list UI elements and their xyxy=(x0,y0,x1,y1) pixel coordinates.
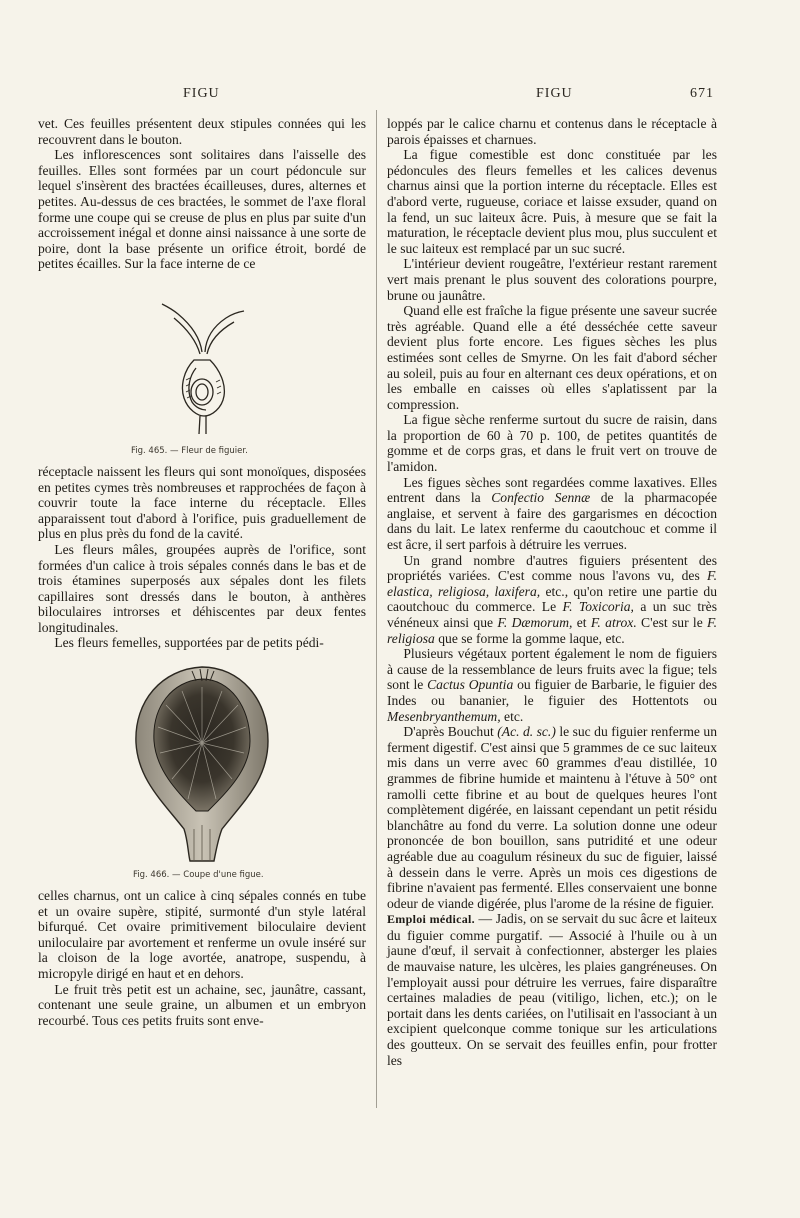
running-head-right: FIGU xyxy=(536,86,573,101)
italic-term: F. atrox. xyxy=(590,615,637,630)
paragraph xyxy=(387,911,717,1068)
figure-caption: Fig. 466. — Coupe d'une figue. xyxy=(133,870,264,881)
right-column xyxy=(387,116,717,1068)
figure-caption: Fig. 465. — Fleur de figuier. xyxy=(131,445,248,456)
fig-flower-illustration xyxy=(142,282,262,442)
paragraph xyxy=(387,553,717,647)
paragraph: Quand elle est fraîche la figue présente une saveur sucrée très agréable. Quand elle a été desséchée cette saveur devient plus forte encore. Les figues sèches les plus estimées sont celles de Smyrne. On les fait d'abord sécher au soleil, puis au four en alternant ces deux opérations, et on les emballe en caisses où elles s'aplatissent par la compression. xyxy=(387,303,717,412)
paragraph: La figue sèche renferme surtout du sucre de raisin, dans la proportion de 60 à 70 p. 100, de petites quantités de gomme et de corps gras, et dans le fruit vert on trouve de l'amidon. xyxy=(387,412,717,475)
italic-term: Mesenbryanthemum, xyxy=(387,708,501,724)
text-run: le suc du figuier renferme un ferment digestif. C'est ainsi que 5 grammes de ce suc laiteux mis dans un verre avec 60 grammes d'eau distillée, 10 grammes de fibrine humide et maintenu à l'étuve à 50° ont ramolli cette fibrine et au bout de quelques heures l'ont complètement digérée, en laissant cependant un petit résidu blanchâtre au fond du verre. La solution donne une odeur prononcée de bon bouillon, sans putridité et une odeur agréable due au coagulum résineux du suc de figuier, laissé à dessein dans le verre. Après un mois ces digestions de fibrine n'avaient pas fermenté. Elles conservaient une bonne odeur de viande digérée, plus l'arome de la résine de figuier. xyxy=(387,724,717,911)
paragraph xyxy=(387,475,717,553)
italic-term: F. Dæmorum, xyxy=(497,615,573,630)
text-run: Un grand nombre d'autres figuiers présentent des propriétés variées. C'est comme nous l'avons vu, des xyxy=(387,552,717,584)
paragraph: celles charnus, ont un calice à cinq sépales connés en tube et un ovaire supère, stipité, surmonté d'un style latéral bifurqué. Cet ovaire primitivement biloculaire devient uniloculaire par avortement et renferme un ovule inséré sur la cloison de la loge avortée, anatrope, suspendu, à micropyle dirigé en haut et en dehors. xyxy=(38,888,366,982)
paragraph: L'intérieur devient rougeâtre, l'extérieur restant rarement vert mais prenant le plus souvent des colorations pourpre, brune ou jaunâtre. xyxy=(387,256,717,303)
page-number: 671 xyxy=(690,86,714,101)
fig-section-illustration xyxy=(122,661,282,866)
text-run: Plusieurs végétaux portent également le nom de figuiers à cause de la ressemblance de leurs fruits avec la figue; tels sont le xyxy=(387,646,717,693)
text-run: Les figues sèches sont regardées comme laxatives. Elles entrent dans la xyxy=(387,474,717,506)
paragraph xyxy=(387,724,717,911)
text-run: ou figuier de Barbarie, le figuier des Indes ou bananier, le figuier des Hottentots ou xyxy=(387,677,717,708)
left-column xyxy=(38,116,366,1028)
paragraph xyxy=(387,646,717,724)
figure-fig-section xyxy=(38,661,366,880)
text-run: de la pharmacopée anglaise, et servent à faire des gargarismes en décoction dans du lait. Le latex renferme du caoutchouc et comme il est âcre, il sert parfois à détruire les verrues. xyxy=(387,490,717,553)
paragraph: réceptacle naissent les fleurs qui sont monoïques, disposées en petites cymes très nombreuses et rapprochées de façon à couvrir toute la face interne du réceptacle. Elles apparaissent tout d'abord à l'orifice, puis graduellement de plus en plus près du fond de la cavité. xyxy=(38,463,366,542)
italic-term: (Ac. d. sc.) xyxy=(497,724,556,740)
text-run: que se forme la gomme laque, etc. xyxy=(434,630,625,646)
italic-term: Confectio Sennæ xyxy=(491,490,591,506)
text-run: a un suc très vénéneux ainsi que xyxy=(387,599,717,630)
italic-term: F. elastica, religiosa, laxifera, xyxy=(387,568,717,599)
paragraph: La figue comestible est donc constituée par les pédoncules des fleurs femelles et les calices devenus charnus ainsi que la portion interne du réceptacle. Elles est d'abord verte, rugueuse, coriace et laisse exsuder, quand on la fend, un suc laiteux âcre. Puis, à mesure que se fait la maturation, le réceptacle devient plus mou, plus succulent et le suc laiteux est remplacé par un suc sucré. xyxy=(387,147,717,256)
text-run: etc., qu'on retire une partie du caoutchouc du commerce. Le xyxy=(387,583,718,615)
running-head-left: FIGU xyxy=(183,86,220,101)
paragraph: Le fruit très petit est un achaine, sec, jaunâtre, cassant, contenant une seule graine, un albumen et un embryon recourbé. Tous ces petits fruits sont enve- xyxy=(38,981,366,1028)
italic-term: F. Toxicoria, xyxy=(562,599,634,615)
text-run: etc. xyxy=(500,708,524,724)
paragraph: Les fleurs mâles, groupées auprès de l'orifice, sont formées d'un calice à trois sépales connés dans le bas et de trois étamines superposés aux sépales dont les filets capillaires sont dressés dans le bouton, à anthères biloculaires introrses et déhiscentes par deux fentes longitudinales. xyxy=(38,541,366,635)
paragraph: vet. Ces feuilles présentent deux stipules connées qui les recouvrent dans le bouton. xyxy=(38,116,366,147)
paragraph: Les inflorescences sont solitaires dans l'aisselle des feuilles. Elles sont formées par un court pédoncule sur lequel s'insèrent des bractées écailleuses, dures, alternes et petites. Au-dessus de ces bractées, le sommet de l'axe floral forme une coupe qui se creuse de plus en plus par suite d'un accroissement inégal et donne ainsi naissance à une sorte de poire, dont la base présente un orifice étroit, bordé de petites écailles. Sur la face interne de ce xyxy=(38,147,366,272)
paragraph: loppés par le calice charnu et contenus dans le réceptacle à parois épaisses et charnues. xyxy=(387,116,717,147)
text-run: D'après Bouchut xyxy=(403,724,498,740)
paragraph: Les fleurs femelles, supportées par de petits pédi- xyxy=(54,635,324,651)
text-run: C'est sur le xyxy=(636,615,708,630)
text-run: et xyxy=(572,615,591,630)
italic-term: F. religiosa xyxy=(387,615,717,646)
italic-term: Cactus Opuntia xyxy=(427,677,514,693)
section-label: Emploi médical. xyxy=(387,912,475,927)
figure-fig-flower xyxy=(38,282,366,456)
column-divider xyxy=(376,110,377,1108)
text-run: — Jadis, on se servait du suc âcre et laiteux du figuier comme purgatif. — Associé à l'huile ou à un jaune d'œuf, il servait à confectionner, absterger les plaies de mauvaise nature, les ulcères, les plaies gangréneuses. On l'employait aussi pour détruire les verrues, faire disparaître certaines maladies de peau (vitiligo, lichen, etc.); on le portait dans les dents cariées, on l'utilisait en l'associant à un excipient quelconque comme tonique sur les articulations des goutteux. On se servait des feuilles enfin, pour frotter les xyxy=(387,911,717,1068)
